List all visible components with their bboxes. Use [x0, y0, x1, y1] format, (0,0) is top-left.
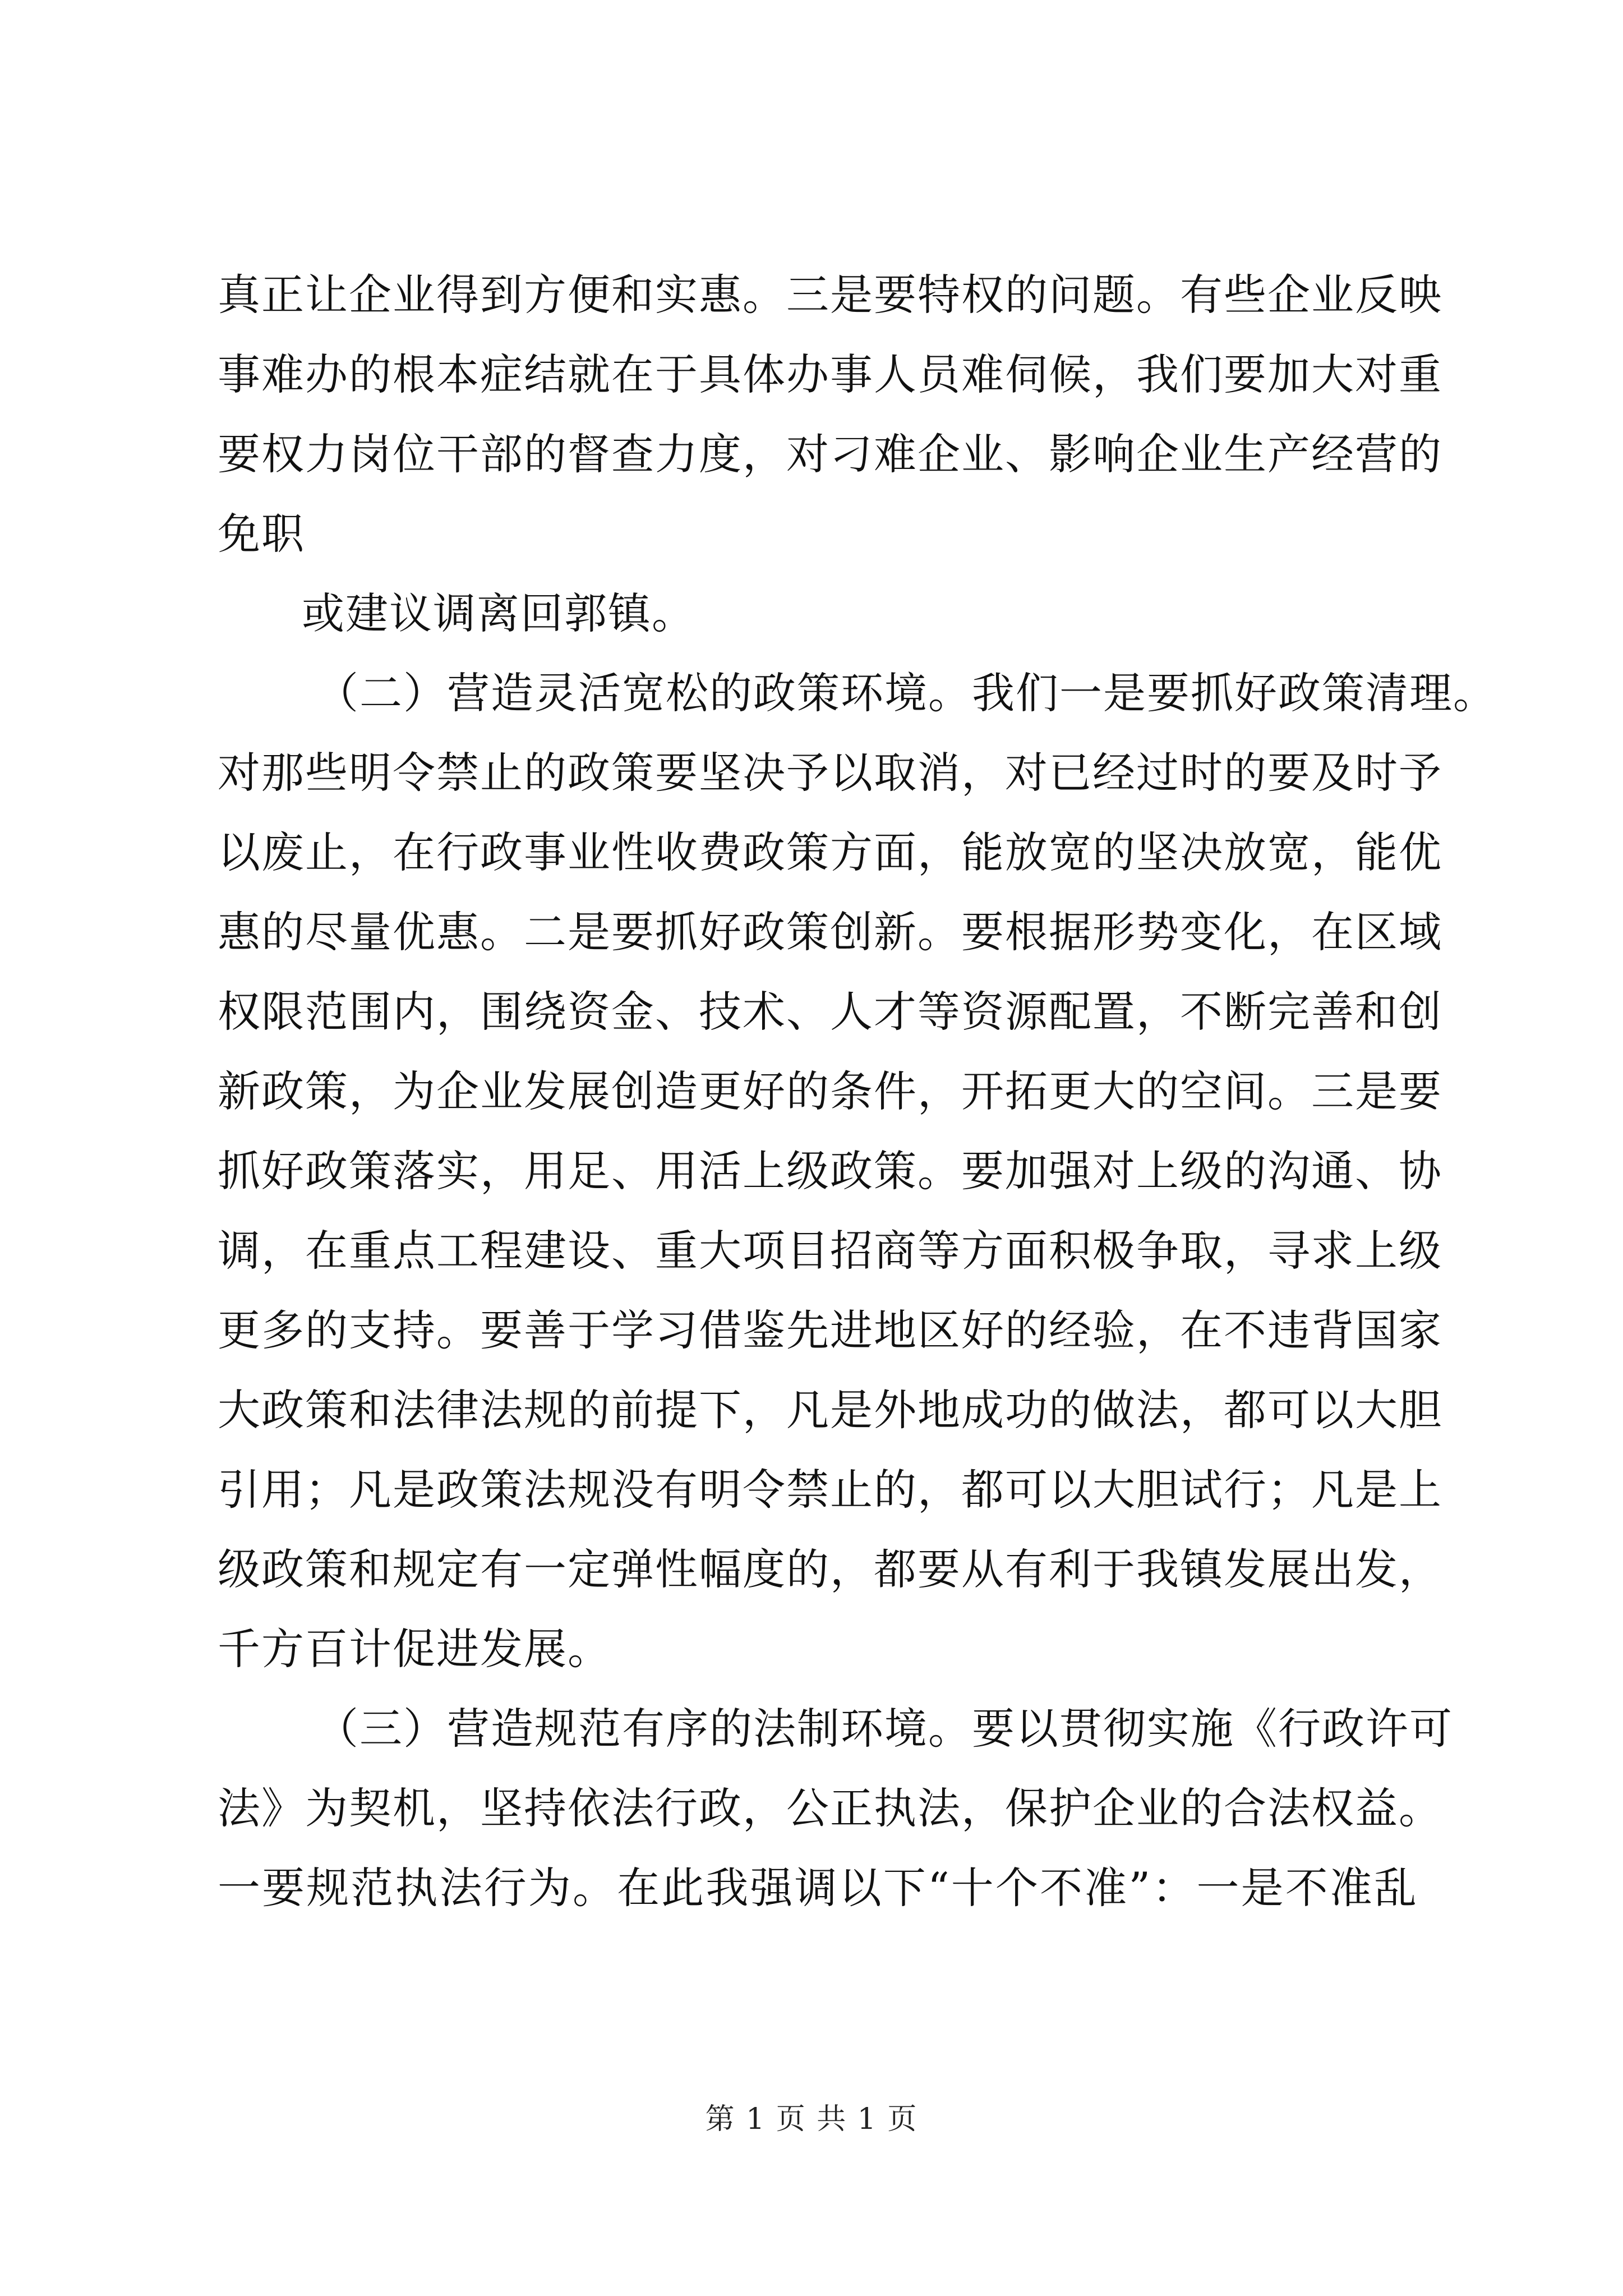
text-line: 以废止，在行政事业性收费政策方面，能放宽的坚决放宽，能优 — [218, 827, 1442, 877]
paragraph-heading-line: （三）营造规范有序的法制环境。要以贯彻实施《行政许可 — [316, 1704, 1453, 1754]
text-line: 大政策和法律法规的前提下，凡是外地成功的做法，都可以大胆 — [218, 1385, 1442, 1435]
text-line: 级政策和规定有一定弹性幅度的，都要从有利于我镇发展出发， — [218, 1544, 1442, 1594]
text-line: 免职 — [218, 509, 305, 559]
text-line: 抓好政策落实，用足、用活上级政策。要加强对上级的沟通、协 — [218, 1146, 1442, 1196]
text-line: 事难办的根本症结就在于具体办事人员难伺候，我们要加大对重 — [218, 349, 1442, 399]
text-line: 或建议调离回郭镇。 — [302, 588, 695, 638]
text-line: 权限范围内，围绕资金、技术、人才等资源配置，不断完善和创 — [218, 987, 1442, 1037]
text-line: 惠的尽量优惠。二是要抓好政策创新。要根据形势变化，在区域 — [218, 907, 1442, 957]
text-line: 一要规范执法行为。在此我强调以下“十个不准”：一是不准乱 — [218, 1863, 1418, 1913]
text-line: 千方百计促进发展。 — [218, 1624, 611, 1674]
text-line: 新政策，为企业发展创造更好的条件，开拓更大的空间。三是要 — [218, 1066, 1442, 1116]
document-body — [218, 255, 1497, 1928]
text-line: 调，在重点工程建设、重大项目招商等方面积极争取，寻求上级 — [218, 1226, 1442, 1276]
page-number-footer: 第 1 页 共 1 页 — [705, 2102, 918, 2136]
text-line: 对那些明令禁止的政策要坚决予以取消，对已经过时的要及时予 — [218, 748, 1442, 798]
text-line: 真正让企业得到方便和实惠。三是要特权的问题。有些企业反映 — [218, 270, 1442, 320]
text-line: 要权力岗位干部的督查力度，对刁难企业、影响企业生产经营的 — [218, 429, 1442, 479]
text-line: 引用；凡是政策法规没有明令禁止的，都可以大胆试行；凡是上 — [218, 1465, 1442, 1515]
text-line: 更多的支持。要善于学习借鉴先进地区好的经验，在不违背国家 — [218, 1305, 1442, 1355]
paragraph-heading-line: （二）营造灵活宽松的政策环境。我们一是要抓好政策清理。 — [316, 668, 1497, 718]
text-line: 法》为契机，坚持依法行政，公正执法，保护企业的合法权益。 — [218, 1783, 1442, 1833]
